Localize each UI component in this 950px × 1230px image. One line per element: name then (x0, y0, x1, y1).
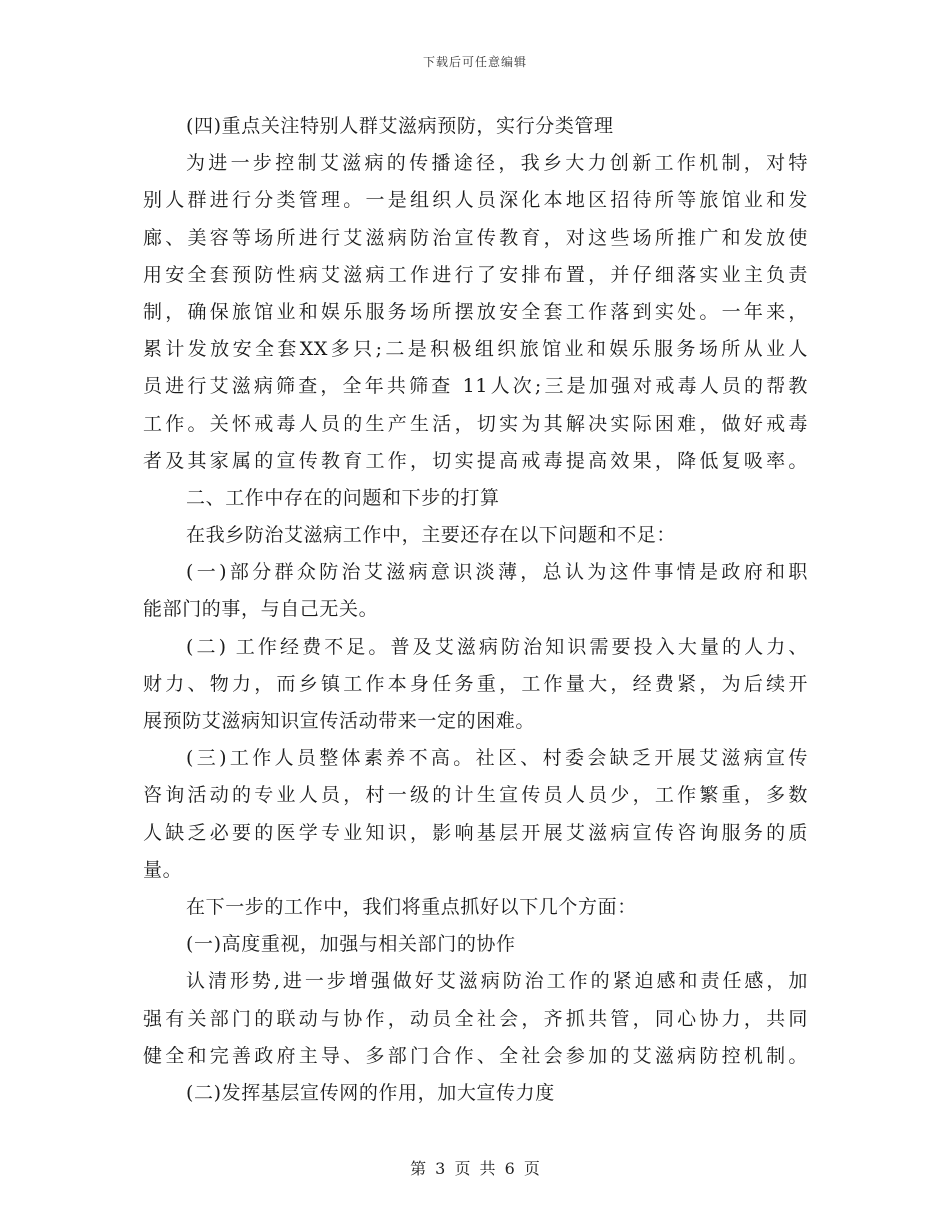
text-line: 在下一步的工作中，我们将重点抓好以下几个方面： (186, 895, 637, 918)
text-line: 者及其家属的宣传教育工作，切实提高戒毒提高效果，降低复吸率。 (143, 449, 808, 472)
text-line: 为进一步控制艾滋病的传播途径，我乡大力创新工作机制，对特 (186, 152, 808, 175)
text-line: 咨询活动的专业人员，村一级的计生宣传员人员少，工作繁重，多数 (143, 784, 808, 807)
text-line: 别人群进行分类管理。一是组织人员深化本地区招待所等旅馆业和发 (143, 189, 808, 212)
text-line: 员进行艾滋病筛查，全年共筛查 11人次;三是加强对戒毒人员的帮教 (143, 375, 808, 398)
text-line: 财力、物力，而乡镇工作本身任务重，工作量大，经费紧，为后续开 (143, 672, 808, 695)
text-line: 廊、美容等场所进行艾滋病防治宣传教育，对这些场所推广和发放使 (143, 226, 808, 249)
text-line: 量。 (143, 858, 183, 881)
text-line: (二)发挥基层宣传网的作用，加大宣传力度 (186, 1081, 555, 1104)
text-line: 工作。关怀戒毒人员的生产生活，切实为其解决实际困难，做好戒毒 (143, 412, 808, 435)
text-line: 用安全套预防性病艾滋病工作进行了安排布置，并仔细落实业主负责 (143, 263, 808, 286)
text-line: (一)高度重视，加强与相关部门的协作 (186, 933, 516, 956)
text-line: 健全和完善政府主导、多部门合作、全社会参加的艾滋病防控机制。 (143, 1044, 808, 1067)
text-line: 在我乡防治艾滋病工作中，主要还存在以下问题和不足： (186, 524, 677, 547)
text-line: 二、工作中存在的问题和下步的打算 (186, 486, 500, 509)
text-line: 能部门的事，与自己无关。 (143, 598, 379, 621)
text-line: (二) 工作经费不足。普及艾滋病防治知识需要投入大量的人力、 (186, 635, 808, 658)
page-footer: 第 3 页 共 6 页 (410, 1159, 540, 1178)
text-line: (一)部分群众防治艾滋病意识淡薄，总认为这件事情是政府和职 (186, 561, 808, 584)
text-line: 制，确保旅馆业和娱乐服务场所摆放安全套工作落到实处。一年来， (143, 300, 808, 323)
page-header: 下载后可任意编辑 (422, 55, 527, 69)
text-line: 展预防艾滋病知识宣传活动带来一定的困难。 (143, 710, 536, 732)
text-line: 人缺乏必要的医学专业知识，影响基层开展艾滋病宣传咨询服务的质 (143, 821, 808, 844)
text-line: 认清形势,进一步增强做好艾滋病防治工作的紧迫感和责任感，加 (186, 970, 808, 993)
text-line: 强有关部门的联动与协作，动员全社会，齐抓共管，同心协力，共同 (143, 1007, 808, 1030)
text-line: (三)工作人员整体素养不高。社区、村委会缺乏开展艾滋病宣传 (186, 747, 808, 770)
text-line: (四)重点关注特别人群艾滋病预防，实行分类管理 (186, 115, 614, 137)
document-body (143, 108, 808, 1112)
text-line: 累计发放安全套XX多只;二是积极组织旅馆业和娱乐服务场所从业人 (143, 338, 808, 361)
